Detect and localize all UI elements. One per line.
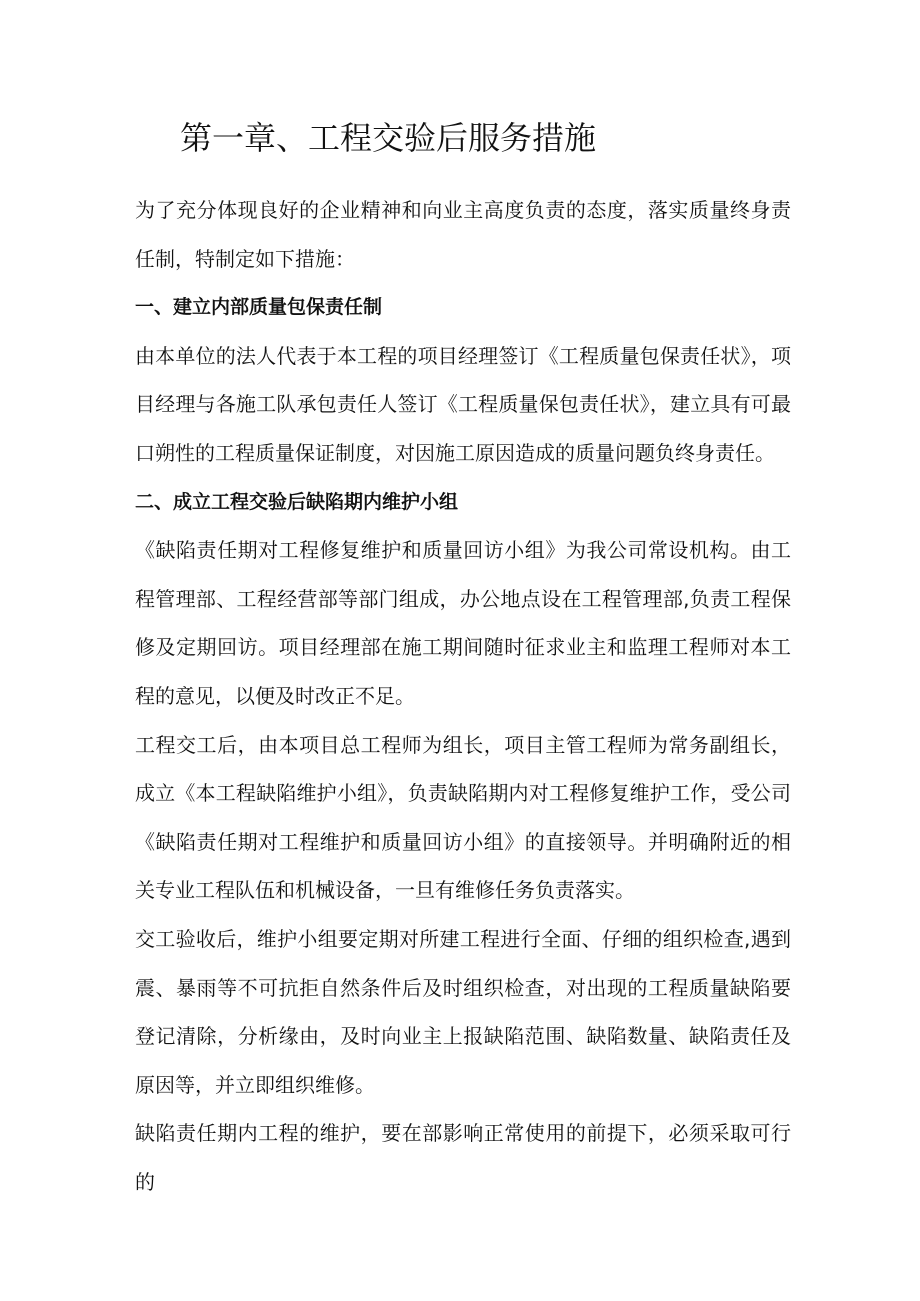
document-title: 第一章、工程交验后服务措施 bbox=[180, 119, 597, 157]
section1-paragraph-1: 由本单位的法人代表于本工程的项目经理签订《工程质量包保责任状》，项目经理与各施工队承包责任人签订《工程质量保包责任状》，建立具有可最口朔性的工程质量保证制度，对因施工原因造成的质量问题负终身责任。 bbox=[135, 343, 791, 465]
section2-paragraph-1: 《缺陷责任期对工程修复维护和质量回访小组》为我公司常设机构。由工程管理部、工程经营部等部门组成，办公地点设在工程管理部,负责工程保修及定期回访。项目经理部在施工期间随时征求业主和监理工程师对本工程的意见，以便及时改正不足。 bbox=[135, 538, 791, 708]
document-body bbox=[135, 186, 791, 1206]
section2-paragraph-3: 交工验收后，维护小组要定期对所建工程进行全面、仔细的组织检查,遇到震、暴雨等不可抗拒自然条件后及时组织检查，对出现的工程质量缺陷要登记清除，分析缘由，及时向业主上报缺陷范围、缺陷数量、缺陷责任及原因等，并立即组织维修。 bbox=[135, 926, 791, 1097]
section-heading-2: 二、成立工程交验后缺陷期内维护小组 bbox=[135, 490, 459, 513]
section-heading-1: 一、建立内部质量包保责任制 bbox=[135, 296, 383, 319]
section2-paragraph-4: 缺陷责任期内工程的维护，要在部影响正常使用的前提下，必须采取可行的 bbox=[135, 1121, 791, 1194]
section2-paragraph-2: 工程交工后，由本项目总工程师为组长，项目主管工程师为常务副组长，成立《本工程缺陷维护小组》，负责缺陷期内对工程修复维护工作，受公司《缺陷责任期对工程维护和质量回访小组》的直接领导。并明确附近的相关专业工程队伍和机械设备，一旦有维修任务负责落实。 bbox=[135, 732, 791, 903]
intro-paragraph: 为了充分体现良好的企业精神和向业主高度负责的态度，落实质量终身责任制，特制定如下措施： bbox=[135, 198, 791, 271]
